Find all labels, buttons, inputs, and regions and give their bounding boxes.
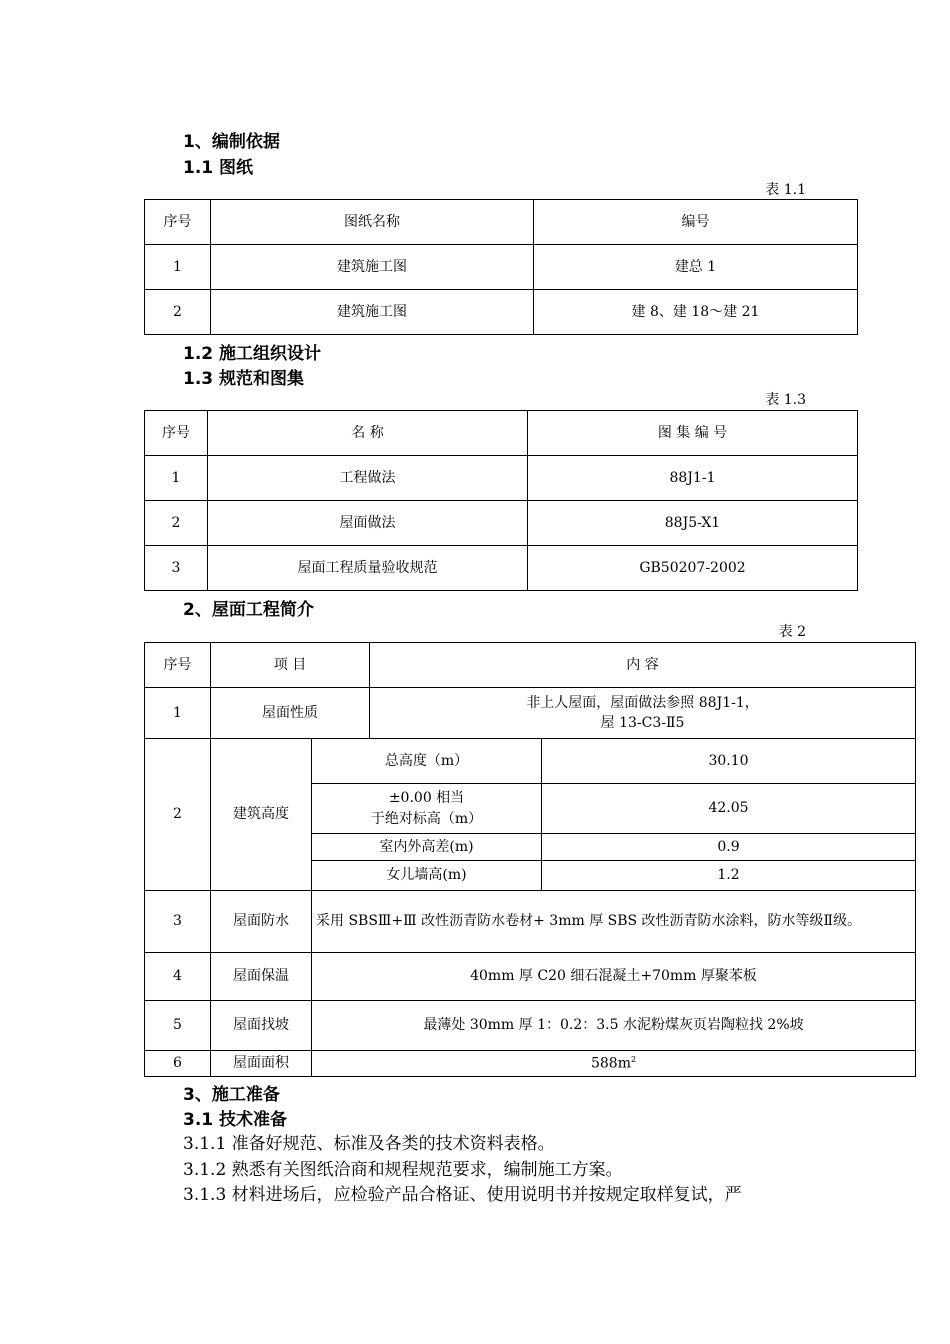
- table-cell: 屋面工程质量验收规范: [208, 546, 528, 591]
- table-1-3-caption: 表 1.3: [765, 392, 806, 408]
- table-row: [145, 739, 916, 784]
- table-cell: 屋面做法: [208, 501, 528, 546]
- table-2-caption: 表 2: [778, 624, 806, 640]
- heading-3-1: 3.1 技术准备: [183, 1110, 288, 1130]
- area-unit-exponent: 2: [630, 1054, 637, 1064]
- table-cell: 42.05: [542, 784, 916, 834]
- table-cell: 室内外高差(m): [312, 834, 542, 861]
- table-1-1-caption: 表 1.1: [765, 182, 806, 198]
- table-cell: 88J5-X1: [528, 501, 858, 546]
- table-cell: 建筑施工图: [211, 245, 534, 290]
- paragraph-3-1-2: 3.1.2 熟悉有关图纸洽商和规程规范要求，编制施工方案。: [183, 1160, 623, 1180]
- table-cell: 40mm 厚 C20 细石混凝土+70mm 厚聚苯板: [312, 953, 916, 1001]
- table-row: [145, 1001, 916, 1051]
- table-header: 图 集 编 号: [528, 411, 858, 456]
- table-cell: 建 8、建 18～建 21: [534, 290, 858, 335]
- table-row: [145, 501, 858, 546]
- table-cell: 工程做法: [208, 456, 528, 501]
- table-cell: 3: [145, 891, 211, 953]
- heading-2: 2、屋面工程简介: [183, 600, 314, 620]
- table-cell: 建筑施工图: [211, 290, 534, 335]
- table-cell: 5: [145, 1001, 211, 1051]
- heading-1-2: 1.2 施工组织设计: [183, 344, 322, 364]
- heading-1: 1、编制依据: [183, 132, 280, 152]
- cell-line: 于绝对标高（m）: [370, 810, 483, 827]
- table-cell: 4: [145, 953, 211, 1001]
- table-header: 项 目: [211, 643, 370, 688]
- table-cell: 采用 SBSⅢ+Ⅲ 改性沥青防水卷材+ 3mm 厚 SBS 改性沥青防水涂料，防水等级Ⅱ级。: [312, 891, 916, 953]
- table-row: [145, 245, 858, 290]
- table-cell: 1: [145, 456, 208, 501]
- area-value: 588m: [590, 1055, 631, 1072]
- table-cell: [312, 784, 542, 834]
- table-row: [145, 688, 916, 739]
- table-cell: 88J1-1: [528, 456, 858, 501]
- table-row: [145, 456, 858, 501]
- table-cell: 屋面找坡: [211, 1001, 312, 1051]
- table-row: [145, 1051, 916, 1077]
- table-1-3: [144, 410, 858, 591]
- table-2: [144, 642, 916, 1077]
- table-cell: 屋面保温: [211, 953, 312, 1001]
- table-cell: 1: [145, 245, 211, 290]
- cell-line: 屋 13-C3-Ⅱ5: [600, 715, 685, 731]
- table-cell: 总高度（m）: [312, 739, 542, 784]
- table-header: 序号: [145, 200, 211, 245]
- table-cell: 屋面性质: [211, 688, 370, 739]
- table-1-1: [144, 199, 858, 335]
- table-row: [145, 953, 916, 1001]
- table-cell: [312, 1051, 916, 1077]
- table-header: 名 称: [208, 411, 528, 456]
- table-row: [145, 290, 858, 335]
- table-cell: 2: [145, 739, 211, 891]
- table-header: 序号: [145, 643, 211, 688]
- paragraph-3-1-1: 3.1.1 准备好规范、标准及各类的技术资料表格。: [183, 1134, 555, 1154]
- cell-line: ±0.00 相当: [388, 790, 465, 807]
- table-header: 内 容: [370, 643, 916, 688]
- table-cell: 建筑高度: [211, 739, 312, 891]
- table-cell: GB50207-2002: [528, 546, 858, 591]
- table-cell: 建总 1: [534, 245, 858, 290]
- heading-1-3: 1.3 规范和图集: [183, 369, 305, 389]
- table-row: [145, 546, 858, 591]
- heading-1-1: 1.1 图纸: [183, 158, 254, 178]
- heading-3: 3、施工准备: [183, 1085, 280, 1105]
- table-cell: 最薄处 30mm 厚 1：0.2：3.5 水泥粉煤灰页岩陶粒找 2%坡: [312, 1001, 916, 1051]
- cell-line: 非上人屋面，屋面做法参照 88J1-1，: [526, 694, 759, 711]
- table-cell: 屋面面积: [211, 1051, 312, 1077]
- table-cell: 6: [145, 1051, 211, 1077]
- table-header: 图纸名称: [211, 200, 534, 245]
- table-cell: 1: [145, 688, 211, 739]
- table-cell: 3: [145, 546, 208, 591]
- table-cell: 30.10: [542, 739, 916, 784]
- table-cell: 1.2: [542, 861, 916, 891]
- table-header: 编号: [534, 200, 858, 245]
- table-cell: 2: [145, 501, 208, 546]
- table-row: [145, 891, 916, 953]
- table-cell: 女儿墙高(m): [312, 861, 542, 891]
- table-cell: 2: [145, 290, 211, 335]
- table-cell: 0.9: [542, 834, 916, 861]
- paragraph-3-1-3: 3.1.3 材料进场后，应检验产品合格证、使用说明书并按规定取样复试，严: [183, 1185, 742, 1205]
- table-header: 序号: [145, 411, 208, 456]
- table-cell: 屋面防水: [211, 891, 312, 953]
- table-cell: [370, 688, 916, 739]
